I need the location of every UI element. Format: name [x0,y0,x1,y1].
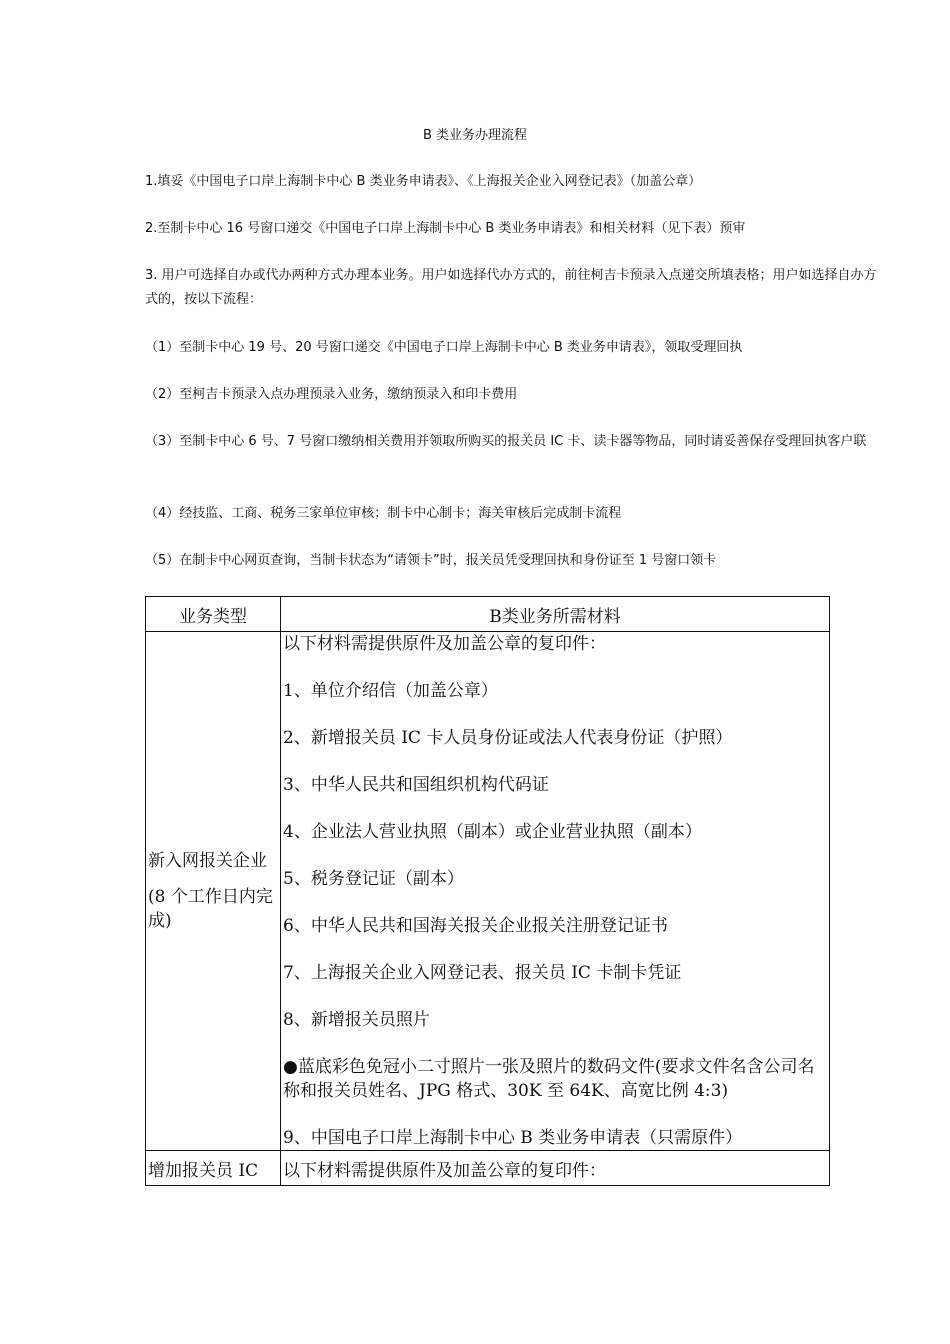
header-required-materials: B类业务所需材料 [281,597,830,632]
materials-intro: 以下材料需提供原件及加盖公章的复印件： [283,634,606,654]
substep-2: （2）至柯吉卡预录入点办理预录入业务，缴纳预录入和印卡费用 [145,387,518,402]
substep-4: （4）经技监、工商、税务三家单位审核；制卡中心制卡；海关审核后完成制卡流程 [145,506,622,521]
page-title: B 类业务办理流程 [422,128,528,143]
material-item: 6、中华人民共和国海关报关企业报关注册登记证书 [283,916,668,936]
material-item: 8、新增报关员照片 [283,1010,430,1030]
step-3: 3. 用户可选择自办或代办两种方式办理本业务。用户如选择代办方式的，前往柯吉卡预录入点递交所填表格；用户如选择自办方式的，按以下流程： [145,268,877,307]
step-1: 1.填妥《中国电子口岸上海制卡中心 B 类业务申请表》、《上海报关企业入网登记表》（加盖公章） [145,174,702,189]
header-business-type: 业务类型 [146,597,281,632]
material-item: 1、单位介绍信（加盖公章） [283,681,498,701]
material-item: 9、中国电子口岸上海制卡中心 B 类业务申请表（只需原件） [283,1128,743,1148]
substep-1: （1）至制卡中心 19 号、20 号窗口递交《中国电子口岸上海制卡中心 B 类业务申请表》，领取受理回执 [145,340,743,355]
material-item: 4、企业法人营业执照（副本）或企业营业执照（副本） [283,822,702,842]
materials-cell [281,632,830,1151]
business-type-cell [146,632,281,1151]
table-row [146,1151,830,1186]
business-type-note: (8 个工作日内完成) [148,887,273,931]
material-item: 2、新增报关员 IC 卡人员身份证或法人代表身份证（护照） [283,728,733,748]
material-item: 5、税务登记证（副本） [283,869,464,889]
business-type-cell: 增加报关员 IC [146,1151,281,1186]
materials-table [145,596,830,1186]
table-row [146,632,830,1151]
substep-3: （3）至制卡中心 6 号、7 号窗口缴纳相关费用并领取所购买的报关员 IC 卡、读卡器等物品，同时请妥善保存受理回执客户联 [145,434,867,449]
step-2: 2.至制卡中心 16 号窗口递交《中国电子口岸上海制卡中心 B 类业务申请表》和相关材料（见下表）预审 [145,221,746,236]
business-type-name: 新入网报关企业 [148,851,267,871]
materials-intro: 以下材料需提供原件及加盖公章的复印件： [281,1151,830,1186]
material-item: 7、上海报关企业入网登记表、报关员 IC 卡制卡凭证 [283,963,682,983]
material-item: 3、中华人民共和国组织机构代码证 [283,775,549,795]
substep-5: （5）在制卡中心网页查询，当制卡状态为“请领卡”时，报关员凭受理回执和身份证至 1 号窗口领卡 [145,553,717,568]
photo-requirement: ●蓝底彩色免冠小二寸照片一张及照片的数码文件(要求文件名含公司名称和报关员姓名、JPG 格式、30K 至 64K、高宽比例 4:3) [283,1057,815,1101]
table-header-row [146,597,830,632]
